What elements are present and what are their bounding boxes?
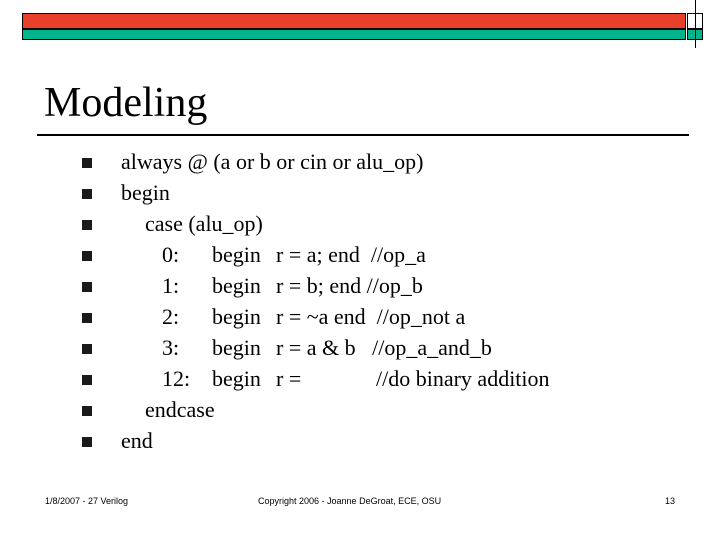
case-label: 2:: [162, 304, 180, 329]
square-bullet-icon: [82, 437, 92, 447]
square-bullet-icon: [82, 251, 92, 261]
statement: r = a & b //op_a_and_b: [276, 335, 492, 360]
statement: r = a; end //op_a: [276, 242, 426, 267]
square-bullet-icon: [82, 313, 92, 323]
begin-keyword: begin: [212, 335, 261, 360]
code-text: end: [121, 428, 153, 453]
title-underline: [37, 134, 689, 136]
code-line: [0, 208, 720, 239]
code-text: endcase: [145, 397, 215, 422]
code-line: [0, 301, 720, 332]
case-label: 12:: [162, 366, 191, 391]
square-bullet-icon: [82, 282, 92, 292]
code-text: case (alu_op): [145, 211, 263, 236]
comment: //do binary addition: [376, 366, 550, 391]
code-text: begin: [121, 180, 170, 205]
begin-keyword: begin: [212, 242, 261, 267]
case-label: 0:: [162, 242, 180, 267]
slide-title: Modeling: [44, 80, 208, 126]
code-line: [0, 239, 720, 270]
case-label: 3:: [162, 335, 180, 360]
code-line: [0, 363, 720, 394]
footer-page-number: 13: [665, 496, 676, 506]
footer-date-topic: 1/8/2007 - 27 Verilog: [45, 496, 129, 506]
square-bullet-icon: [82, 375, 92, 385]
header-red-bar: [22, 13, 686, 29]
statement: r = ~a end //op_not a: [276, 304, 466, 329]
code-line: [0, 425, 720, 456]
square-bullet-icon: [82, 344, 92, 354]
code-line: [0, 177, 720, 208]
statement: r =: [276, 366, 302, 391]
case-label: 1:: [162, 273, 180, 298]
code-line: [0, 332, 720, 363]
statement: r = b; end //op_b: [276, 273, 423, 298]
begin-keyword: begin: [212, 273, 261, 298]
square-bullet-icon: [82, 220, 92, 230]
code-text: always @ (a or b or cin or alu_op): [121, 149, 424, 174]
begin-keyword: begin: [212, 366, 261, 391]
code-line: [0, 394, 720, 425]
square-bullet-icon: [82, 158, 92, 168]
footer-copyright: Copyright 2006 - Joanne DeGroat, ECE, OSU: [258, 496, 442, 506]
square-bullet-icon: [82, 406, 92, 416]
code-line: [0, 146, 720, 177]
header-green-bar: [22, 29, 686, 40]
header-vertical-line: [695, 0, 696, 48]
square-bullet-icon: [82, 189, 92, 199]
code-line: [0, 270, 720, 301]
begin-keyword: begin: [212, 304, 261, 329]
